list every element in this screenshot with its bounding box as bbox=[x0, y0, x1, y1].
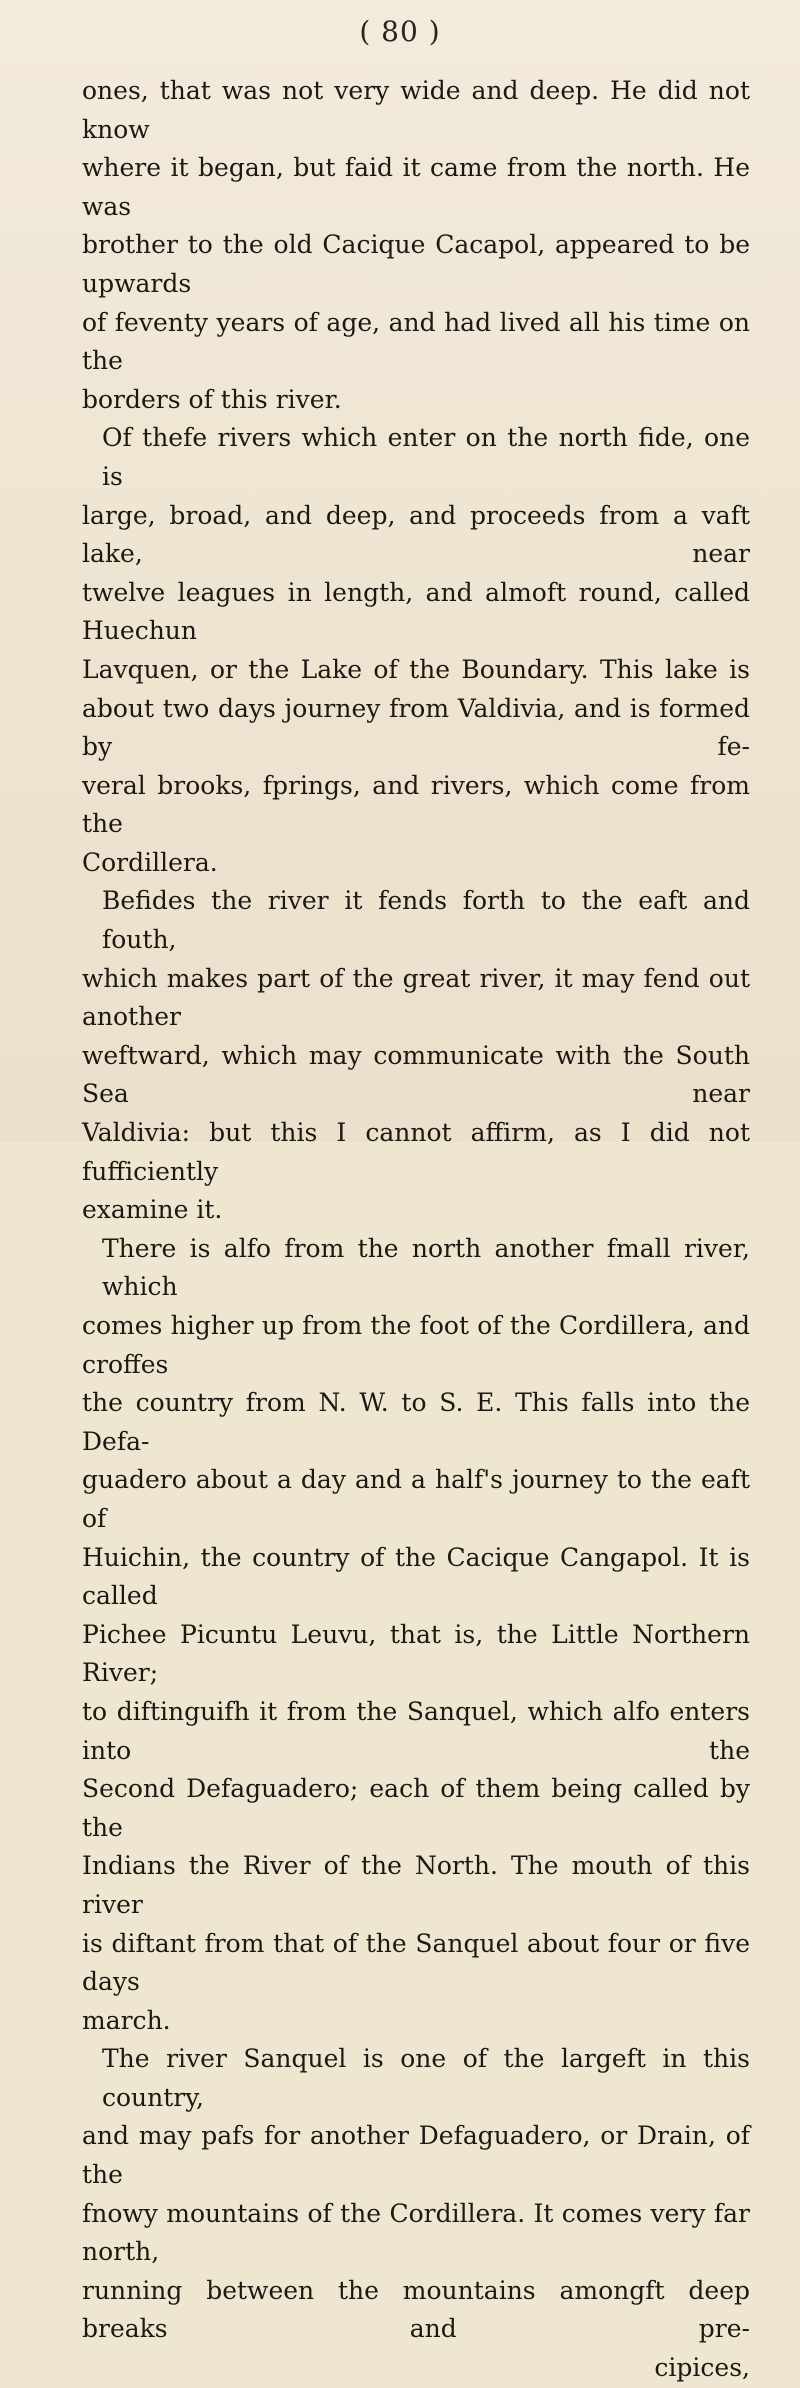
text-line: Second Defaguadero; each of them being called by the bbox=[82, 1774, 750, 1842]
catchword: cipices, bbox=[654, 2353, 750, 2383]
body-text bbox=[82, 72, 750, 2388]
text-line: Indians the River of the North. The mouth of this river bbox=[82, 1851, 750, 1919]
text-line: Huichin, the country of the Cacique Cangapol. It is called bbox=[82, 1542, 750, 1611]
text-line: where it began, but faid it came from the north. He was bbox=[82, 153, 750, 221]
text-line: brother to the old Cacique Cacapol, appeared to be upwards bbox=[82, 230, 750, 298]
text-line: weftward, which may communicate with the South Sea near bbox=[82, 1040, 750, 1109]
text-line: Pichee Picuntu Leuvu, that is, the Little Northern River; bbox=[82, 1619, 750, 1688]
paragraph-start-line: Befides the river it fends forth to the eaft and fouth, bbox=[102, 886, 750, 955]
text-line: the country from N. W. to S. E. This falls into the Defa- bbox=[82, 1388, 750, 1456]
text-line: large, broad, and deep, and proceeds from a vaft lake, near bbox=[82, 500, 750, 569]
text-line: Cordillera. bbox=[82, 847, 218, 877]
text-line: twelve leagues in length, and almoft round, called Huechun bbox=[82, 577, 750, 646]
text-line: veral brooks, fprings, and rivers, which come from the bbox=[82, 770, 750, 839]
text-line: about two days journey from Valdivia, and is formed by fe- bbox=[82, 693, 750, 762]
text-line: borders of this river. bbox=[82, 384, 342, 414]
text-line: of feventy years of age, and had lived all his time on the bbox=[82, 307, 750, 376]
text-line: is diftant from that of the Sanquel about four or five days bbox=[82, 1928, 750, 1997]
text-line: which makes part of the great river, it may fend out another bbox=[82, 963, 750, 1032]
text-line: Valdivia: but this I cannot affirm, as I did not fufficiently bbox=[82, 1118, 750, 1186]
page-number-header: ( 80 ) bbox=[359, 15, 441, 48]
paragraph-start-line: There is alfo from the north another fmall river, which bbox=[102, 1233, 750, 1302]
paragraph-start-line: The river Sanquel is one of the largeft in this country, bbox=[102, 2044, 750, 2112]
text-line: march. bbox=[82, 2005, 171, 2035]
text-line: to diftinguifh it from the Sanquel, which alfo enters into the bbox=[82, 1696, 750, 1765]
text-line: ones, that was not very wide and deep. He did not know bbox=[82, 76, 750, 144]
text-line: comes higher up from the foot of the Cordillera, and croffes bbox=[82, 1311, 750, 1379]
text-line: fnowy mountains of the Cordillera. It comes very far north, bbox=[82, 2198, 750, 2267]
text-line: examine it. bbox=[82, 1195, 223, 1225]
paragraph-start-line: Of thefe rivers which enter on the north fide, one is bbox=[102, 423, 750, 491]
text-line: and may pafs for another Defaguadero, or Drain, of the bbox=[82, 2121, 750, 2190]
text-line: guadero about a day and a half's journey to the eaft of bbox=[82, 1465, 750, 1533]
text-line: running between the mountains amongft deep breaks and pre- bbox=[82, 2275, 750, 2344]
text-line: Lavquen, or the Lake of the Boundary. This lake is bbox=[82, 654, 750, 684]
